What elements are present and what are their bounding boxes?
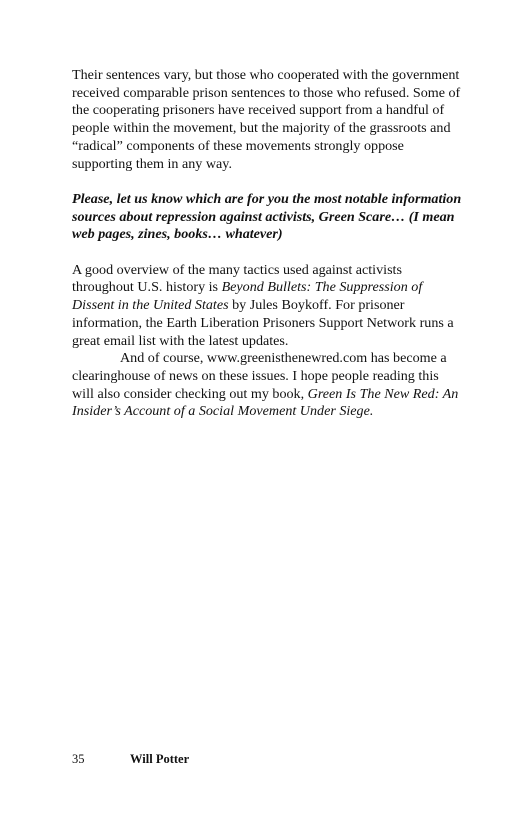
- book-title-beyond-bullets: Beyond Bullets: The Suppression of Dissent in the United States: [72, 279, 423, 314]
- paragraph-website-text: And of course, www.greenisthenewred.com has become a clearinghouse of news on these issues. I hope people reading this will also consider checking out my book,: [72, 350, 447, 402]
- paragraph-website: [72, 350, 462, 421]
- paragraph-sentences: Their sentences vary, but those who cooperated with the government received comparable prison sentences to those who refused. Some of the cooperating prisoners have received support from a handful of people within the movement, but the majority of the grassroots and “radical” components of these movements strongly oppose supporting them in any way.: [72, 67, 461, 172]
- page-body: [72, 67, 462, 421]
- interview-question: Please, let us know which are for you the most notable information sources about repression against activists, Green Scare… (I mean web pages, zines, books… whatever): [72, 190, 462, 243]
- paragraph-sources-rest: by Jules Boykoff. For prisoner information, the Earth Liberation Prisoners Support Network runs a great email list with the latest updates.: [72, 297, 454, 349]
- book-title-green-is-the-new-red: Green Is The New Red: An Insider’s Account of a Social Movement Under Siege.: [72, 385, 459, 420]
- paragraph-sources: [72, 262, 462, 351]
- paragraph-sources-intro: A good overview of the many tactics used against activists throughout U.S. history is: [72, 261, 402, 296]
- page-number: 35: [72, 752, 85, 766]
- running-author: Will Potter: [130, 752, 190, 766]
